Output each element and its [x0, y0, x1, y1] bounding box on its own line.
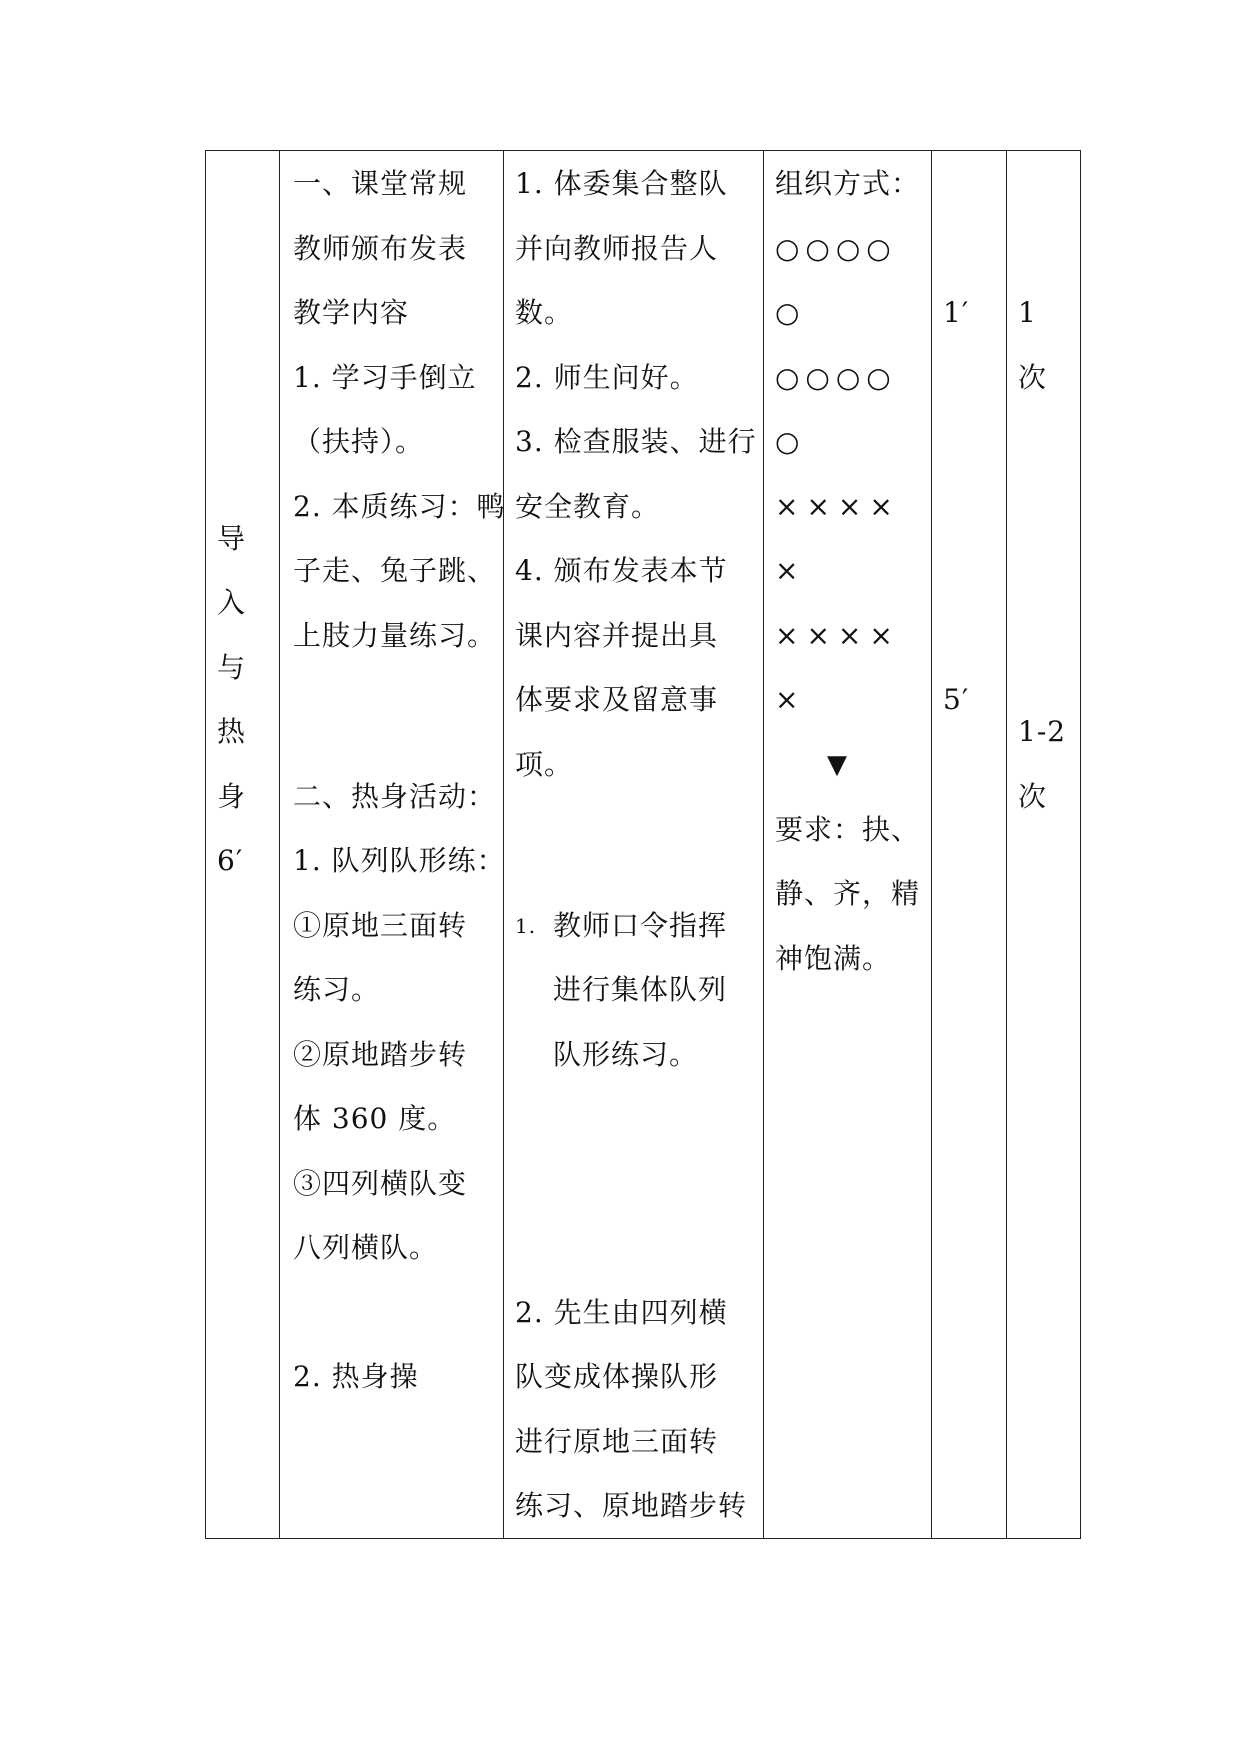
content-line: ①原地三面转	[293, 909, 468, 942]
section-char: 与	[217, 651, 247, 684]
formation-row-circles: ○	[775, 296, 801, 329]
method-line: 进行集体队列	[553, 973, 728, 1006]
section-cell	[206, 151, 279, 1538]
organization-line: 静、齐，精	[775, 877, 921, 910]
method-line: 教师口令指挥	[553, 909, 728, 942]
content-line: （扶持）。	[293, 425, 425, 458]
organization-line: 神饱满。	[775, 942, 892, 975]
content-line: 教师颁布发表	[293, 232, 468, 265]
section-char: 热	[217, 715, 247, 748]
method-line: 数。	[515, 296, 574, 329]
method-line: 课内容并提出具	[515, 619, 719, 652]
formation-row-circles: ○	[775, 425, 801, 458]
content-line: ③四列横队变	[293, 1167, 468, 1200]
organization-line: 要求：抉、	[775, 813, 921, 846]
method-line: 2. 先生由四列横	[515, 1296, 728, 1329]
method-line: 体要求及留意事	[515, 683, 719, 716]
content-line: 上肢力量练习。	[293, 619, 497, 652]
content-line: 2. 本质练习：鸭	[293, 490, 506, 523]
content-line: 子走、兔子跳、	[293, 554, 497, 587]
content-line: 练习。	[293, 973, 381, 1006]
time-value: 5′	[943, 683, 970, 716]
teacher-triangle-icon: ▼	[827, 750, 848, 780]
method-line: 练习、原地踏步转	[515, 1489, 748, 1522]
section-duration: 6′	[217, 844, 244, 877]
method-line: 队变成体操队形	[515, 1360, 719, 1393]
content-line: 体 360 度。	[293, 1102, 457, 1135]
section-char: 身	[217, 780, 247, 813]
method-line: 进行原地三面转	[515, 1425, 719, 1458]
lesson-plan-table	[205, 150, 1081, 1539]
formation-row-circles: ○○○○	[775, 361, 897, 394]
method-list-number: 1.	[515, 914, 537, 938]
method-cell	[503, 151, 763, 1538]
formation-row-circles: ○○○○	[775, 232, 897, 265]
section-char: 导	[217, 522, 247, 555]
formation-row-crosses: ××××	[775, 490, 901, 523]
time-cell	[931, 151, 1006, 1538]
content-line: 二、热身活动：	[293, 780, 497, 813]
method-line: 3. 检查服装、进行	[515, 425, 757, 458]
content-line: ②原地踏步转	[293, 1038, 468, 1071]
formation-row-crosses: ×	[775, 554, 800, 587]
formation-row-crosses: ×	[775, 683, 800, 716]
organization-cell	[763, 151, 931, 1538]
method-line: 项。	[515, 748, 574, 781]
organization-line: 组织方式：	[775, 167, 921, 200]
method-line: 队形练习。	[553, 1038, 699, 1071]
method-line: 1. 体委集合整队	[515, 167, 728, 200]
count-cell	[1006, 151, 1082, 1538]
method-line: 2. 师生问好。	[515, 361, 699, 394]
content-line: 1. 队列队形练：	[293, 844, 506, 877]
method-line: 并向教师报告人	[515, 232, 719, 265]
method-line: 安全教育。	[515, 490, 661, 523]
count-unit: 次	[1018, 780, 1048, 813]
content-line: 教学内容	[293, 296, 410, 329]
content-line: 2. 热身操	[293, 1360, 419, 1393]
count-unit: 次	[1018, 361, 1048, 394]
method-line: 4. 颁布发表本节	[515, 554, 728, 587]
count-value: 1	[1018, 296, 1037, 329]
content-line: 1. 学习手倒立	[293, 361, 477, 394]
count-value: 1-2	[1018, 715, 1067, 748]
time-value: 1′	[943, 296, 970, 329]
content-line: 一、课堂常规	[293, 167, 468, 200]
content-line: 八列横队。	[293, 1231, 439, 1264]
formation-row-crosses: ××××	[775, 619, 901, 652]
content-cell	[279, 151, 506, 1538]
section-char: 入	[217, 586, 247, 619]
